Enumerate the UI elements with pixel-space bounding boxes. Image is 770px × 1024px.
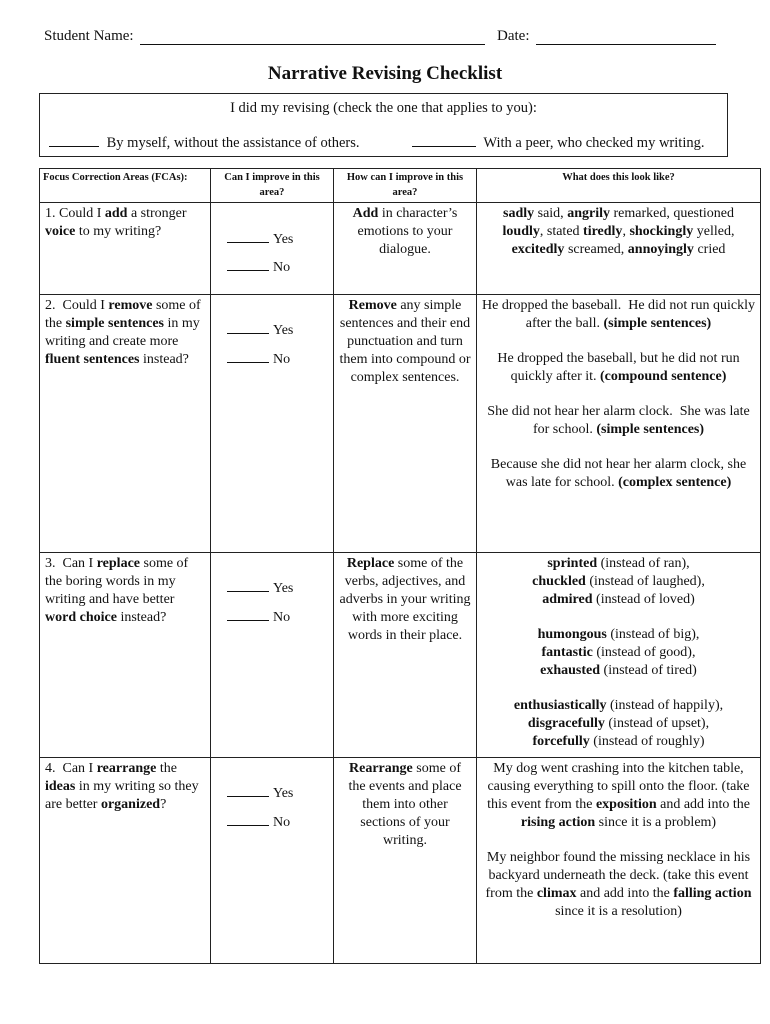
table-row xyxy=(40,295,761,553)
option-by-myself-label: By myself, without the assistance of others. xyxy=(106,135,360,151)
option-with-peer[interactable] xyxy=(412,134,704,152)
fca-question-2: 2. Could I remove some of the simple sentences in my writing and create more fluent sentences instead? xyxy=(40,295,211,553)
option-with-peer-label: With a peer, who checked my writing. xyxy=(483,135,705,151)
how-cell-3: Replace some of the verbs, adjectives, and adverbs in your writing with more exciting words in their place. xyxy=(334,553,477,758)
header-how: How can I improve in this area? xyxy=(334,169,477,203)
table-row xyxy=(40,553,761,758)
example-cell-4: My dog went crashing into the kitchen table, causing everything to spill onto the floor. (take this event from the exposition and add into the rising action since it is a problem) My neighbor found the missing necklace in his backyard underneath the deck. (take this event from the climax and add into the falling action since it is a resolution) xyxy=(477,758,761,964)
page-title: Narrative Revising Checklist xyxy=(267,63,503,84)
how-cell-1: Add in character’s emotions to your dialogue. xyxy=(334,203,477,295)
no-option[interactable]: No xyxy=(227,813,290,832)
how-cell-2: Remove any simple sentences and their end punctuation and turn them into compound or complex sentences. xyxy=(334,295,477,553)
student-name-field[interactable] xyxy=(140,44,485,45)
yes-no-cell-2 xyxy=(211,295,334,553)
date-field[interactable] xyxy=(536,44,716,45)
checkbox-blank-peer[interactable] xyxy=(412,134,476,147)
no-option[interactable]: No xyxy=(227,608,290,627)
example-cell-2: He dropped the baseball. He did not run quickly after the ball. (simple sentences) He dropped the baseball, but he did not run quickly after it. (compound sentence) She did not hear her alarm clock. She was late for school. (simple sentences) Because she did not hear her alarm clock, she was late for school. (complex sentence) xyxy=(477,295,761,553)
table-header-row xyxy=(40,169,761,203)
yes-no-cell-1 xyxy=(211,203,334,295)
table-row xyxy=(40,203,761,295)
header-fca: Focus Correction Areas (FCAs): xyxy=(40,169,211,203)
checklist-table xyxy=(39,168,761,964)
header-look-like: What does this look like? xyxy=(477,169,761,203)
fca-question-3: 3. Can I replace some of the boring words in my writing and have better word choice instead? xyxy=(40,553,211,758)
yes-option[interactable]: Yes xyxy=(227,579,293,598)
yes-option[interactable]: Yes xyxy=(227,321,293,340)
fca-question-1: 1. Could I add a stronger voice to my writing? xyxy=(40,203,211,295)
yes-no-cell-4 xyxy=(211,758,334,964)
table-row xyxy=(40,758,761,964)
how-cell-4: Rearrange some of the events and place them into other sections of your writing. xyxy=(334,758,477,964)
no-option[interactable]: No xyxy=(227,258,290,277)
header-can-improve: Can I improve in this area? xyxy=(211,169,334,203)
revision-prompt: I did my revising (check the one that applies to you): xyxy=(230,100,537,116)
revision-method-box xyxy=(39,93,728,157)
example-cell-3: sprinted (instead of ran), chuckled (instead of laughed), admired (instead of loved) humongous (instead of big), fantastic (instead of good), exhausted (instead of tired) enthusiastically (instead of happily), disgracefully (instead of upset), forcefully (instead of roughly) xyxy=(477,553,761,758)
no-option[interactable]: No xyxy=(227,350,290,369)
date-label: Date: xyxy=(497,28,530,44)
option-by-myself[interactable] xyxy=(49,134,360,152)
checkbox-blank-self[interactable] xyxy=(49,134,99,147)
student-name-label: Student Name: xyxy=(44,28,134,44)
fca-question-4: 4. Can I rearrange the ideas in my writing so they are better organized? xyxy=(40,758,211,964)
yes-option[interactable]: Yes xyxy=(227,230,293,249)
yes-no-cell-3 xyxy=(211,553,334,758)
example-cell-1: sadly said, angrily remarked, questioned loudly, stated tiredly, shockingly yelled, excitedly screamed, annoyingly cried xyxy=(477,203,761,295)
yes-option[interactable]: Yes xyxy=(227,784,293,803)
